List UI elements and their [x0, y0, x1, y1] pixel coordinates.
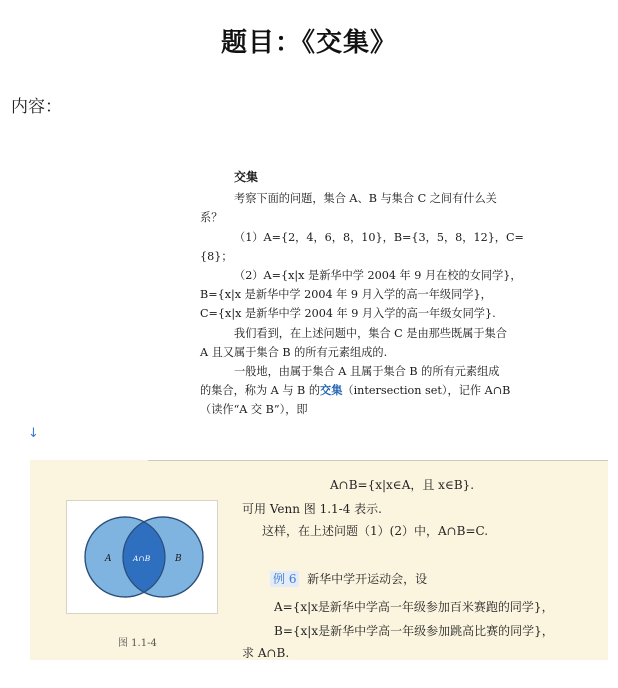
- intersection-formula: A∩B={x|x∈A，且 x∈B}.: [330, 478, 475, 492]
- example-line: [270, 570, 427, 587]
- set-b-definition: B={x|x是新华中学高一年级参加跳高比赛的同学}，: [274, 624, 554, 638]
- venn-label-b: B: [175, 554, 182, 564]
- content-label: 内容：: [11, 97, 62, 117]
- paragraph-line: C={x|x 是新华中学 2004 年 9 月入学的高一年级女同学}.: [200, 307, 496, 321]
- paragraph-line: B={x|x 是新华中学 2004 年 9 月入学的高一年级同学}，: [200, 288, 492, 302]
- paragraph-line: （1）A={2，4，6，8，10}，B={3，5，8，12}，C=: [234, 230, 524, 244]
- example-label: 例 6: [270, 571, 299, 587]
- paragraph-line: （读作“A 交 B”），即: [200, 403, 308, 417]
- textbook-scan-venn: [30, 460, 608, 660]
- text-span: （intersection set），记作 A∩B: [342, 384, 511, 398]
- paragraph-line: 我们看到，在上述问题中，集合 C 是由那些既属于集合: [234, 326, 507, 340]
- paragraph-line: A 且又属于集合 B 的所有元素组成的.: [200, 345, 388, 359]
- venn-reference: 可用 Venn 图 1.1-4 表示.: [242, 502, 382, 516]
- paragraph-line: （2）A={x|x 是新华中学 2004 年 9 月在校的女同学}，: [234, 269, 522, 283]
- page-title: 题目：《交集》: [220, 28, 397, 58]
- venn-label-ab: A∩B: [133, 554, 151, 563]
- paragraph-line: 系？: [200, 211, 223, 225]
- keyword-intersection: 交集: [320, 383, 343, 398]
- figure-caption: 图 1.1-4: [118, 638, 157, 649]
- paragraph-line: {8}；: [200, 249, 233, 263]
- paragraph-line: 考察下面的问题，集合 A、B 与集合 C 之间有什么关: [234, 192, 497, 206]
- down-arrow-icon: ↓: [28, 426, 39, 441]
- question-line: 求 A∩B.: [242, 646, 290, 660]
- textbook-scan-excerpt: [200, 168, 602, 420]
- venn-label-a: A: [105, 554, 112, 564]
- divider: [148, 460, 608, 461]
- paragraph-line: [200, 381, 602, 400]
- result-line: 这样，在上述问题（1）(2）中，A∩B=C.: [262, 524, 489, 538]
- section-heading: 交集: [234, 170, 259, 184]
- text-span: 的集合，称为 A 与 B 的: [200, 384, 321, 398]
- example-text: 新华中学开运动会，设: [307, 572, 428, 586]
- paragraph-line: 一般地，由属于集合 A 且属于集合 B 的所有元素组成: [234, 365, 500, 379]
- set-a-definition: A={x|x是新华中学高一年级参加百米赛跑的同学}，: [274, 600, 554, 614]
- venn-diagram: [66, 500, 218, 614]
